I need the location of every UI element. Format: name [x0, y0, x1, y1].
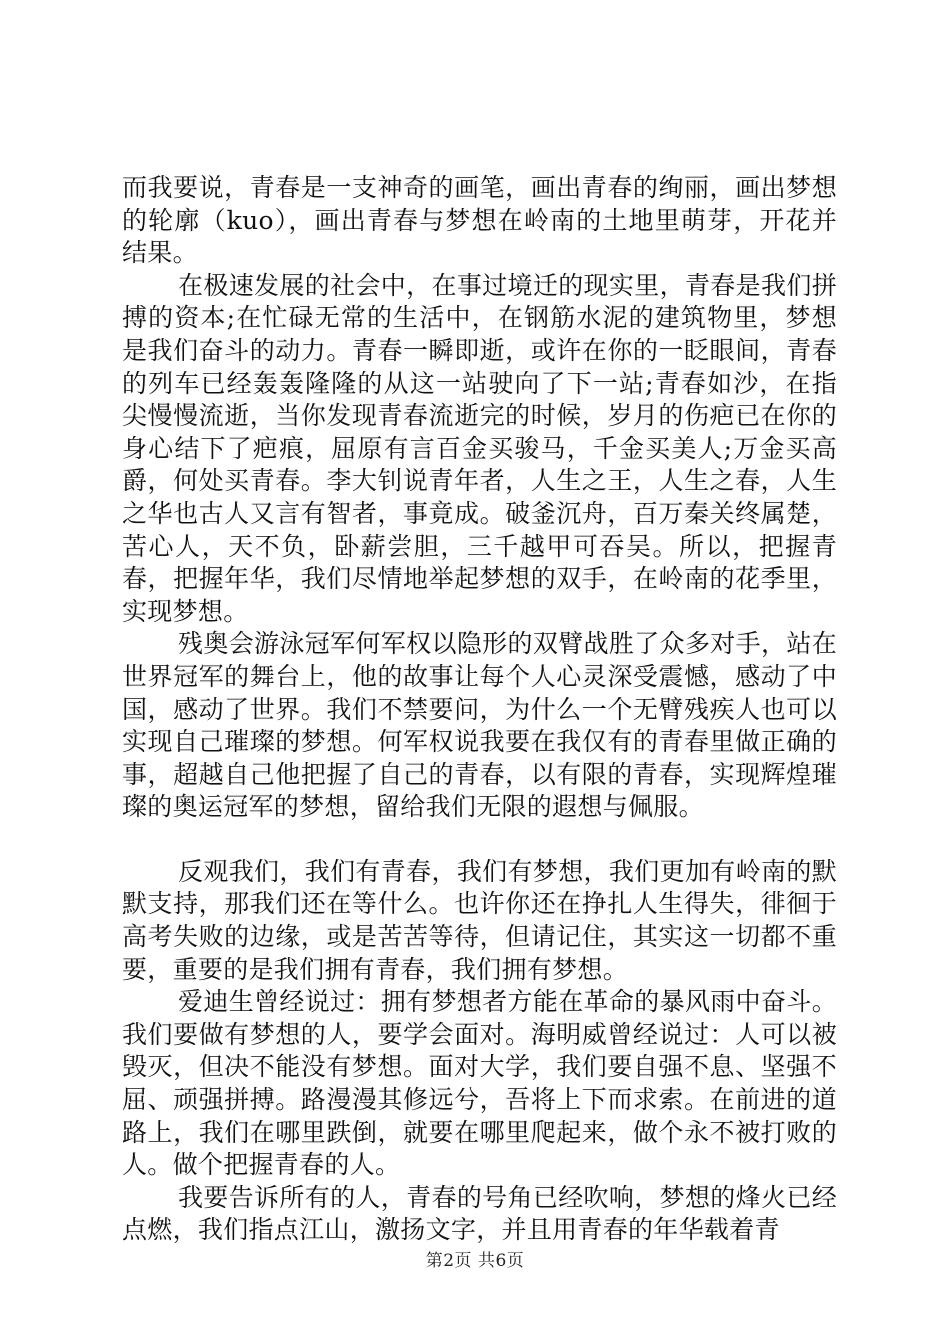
page-number-footer: 第2页 共6页: [425, 1251, 525, 1271]
paragraph: 我要告诉所有的人，青春的号角已经吹响，梦想的烽火已经点燃，我们指点江山，激扬文字，并且用青春的年华载着青: [122, 1182, 837, 1245]
paragraph: 反观我们，我们有青春，我们有梦想，我们更加有岭南的默默支持，那我们还在等什么。也许你还在挣扎人生得失，徘徊于高考失败的边缘，或是苦苦等待，但请记住，其实这一切都不重要，重要的是我们拥有青春，我们拥有梦想。: [122, 856, 837, 984]
paragraph: 而我要说，青春是一支神奇的画笔，画出青春的绚丽，画出梦想的轮廓（kuo），画出青春与梦想在岭南的土地里萌芽，开花并结果。: [122, 173, 837, 268]
paragraph: 残奥会游泳冠军何军权以隐形的双臂战胜了众多对手，站在世界冠军的舞台上，他的故事让每个人心灵深受震憾，感动了中国，感动了世界。我们不禁要问，为什么一个无臂残疾人也可以实现自己璀璨的梦想。何军权说我要在我仅有的青春里做正确的事，超越自己他把握了自己的青春，以有限的青春，实现辉煌璀璨的奥运冠军的梦想，留给我们无限的遐想与佩服。: [122, 629, 837, 822]
body-text: [122, 172, 837, 1247]
paragraph: 在极速发展的社会中，在事过境迁的现实里，青春是我们拼搏的资本;在忙碌无常的生活中，在钢筋水泥的建筑物里，梦想是我们奋斗的动力。青春一瞬即逝，或许在你的一眨眼间，青春的列车已经轰轰隆隆的从这一站驶向了下一站;青春如沙，在指尖慢慢流逝，当你发现青春流逝完的时候，岁月的伤疤已在你的身心结下了疤痕，屈原有言百金买骏马，千金买美人;万金买高爵，何处买青春。李大钊说青年者，人生之王，人生之春，人生之华也古人又言有智者，事竟成。破釜沉舟，百万秦关终属楚，苦心人，天不负，卧薪尝胆，三千越甲可吞吴。所以，把握青春，把握年华，我们尽情地举起梦想的双手，在岭南的花季里，实现梦想。: [122, 270, 837, 626]
paragraph-gap: [122, 824, 837, 856]
paragraph: 爱迪生曾经说过：拥有梦想者方能在革命的暴风雨中奋斗。我们要做有梦想的人，要学会面对。海明威曾经说过：人可以被毁灭，但决不能没有梦想。面对大学，我们要自强不息、坚强不屈、顽强拼搏。路漫漫其修远兮，吾将上下而求索。在前进的道路上，我们在哪里跌倒，就要在哪里爬起来，做个永不被打败的人。做个把握青春的人。: [122, 987, 837, 1180]
